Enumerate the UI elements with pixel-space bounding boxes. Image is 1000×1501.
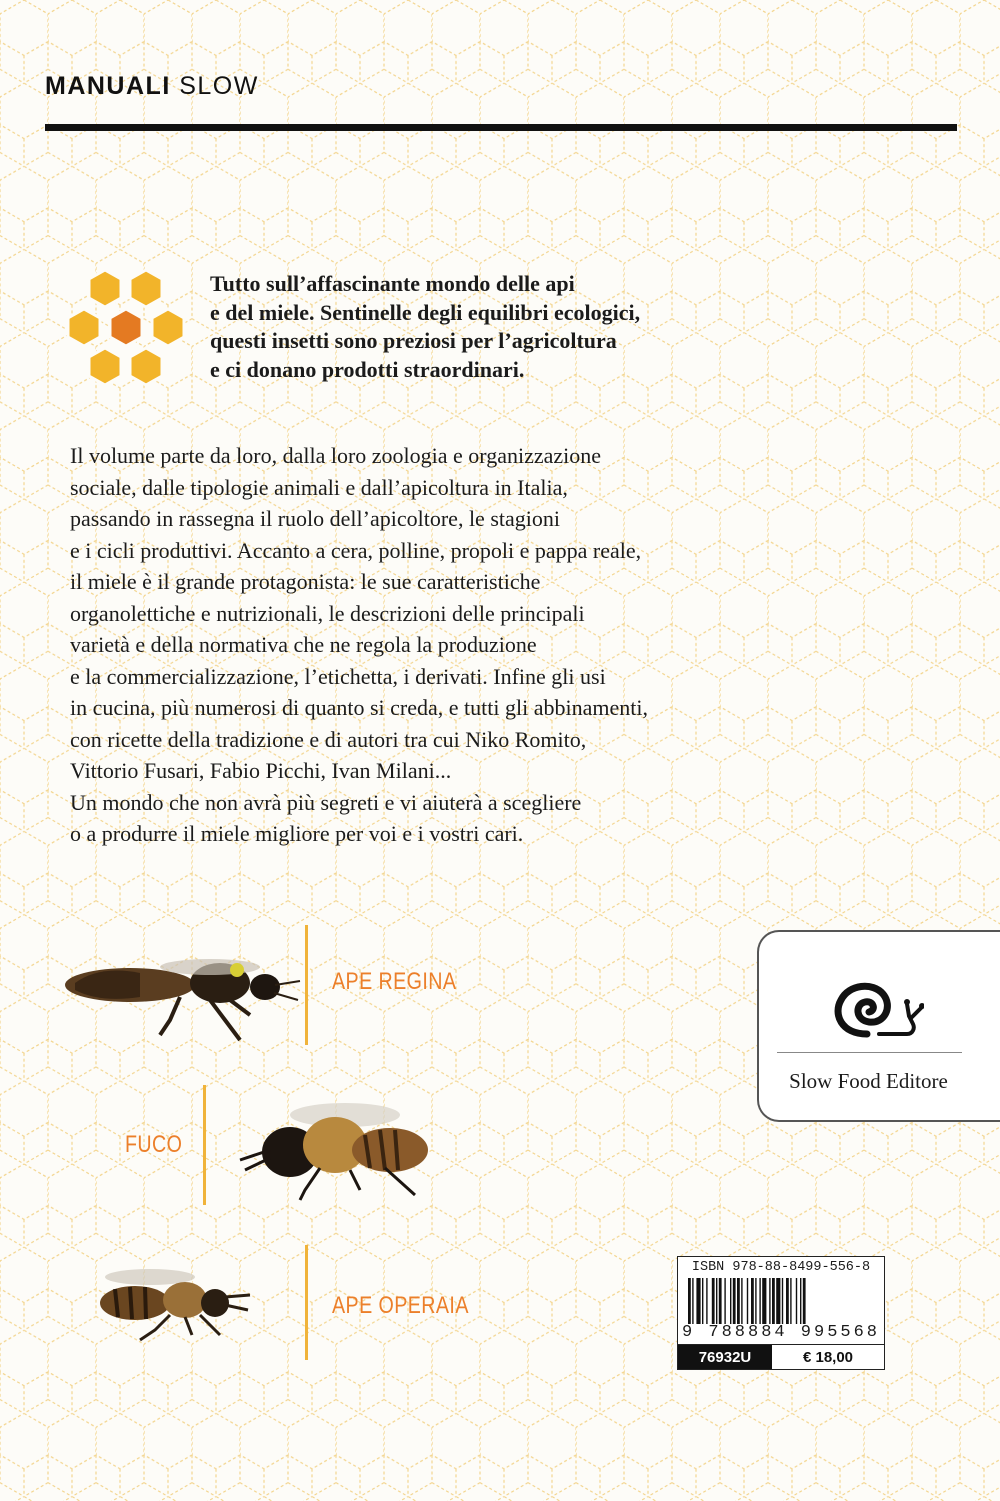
snail-logo-icon [829, 972, 924, 1042]
series-title [45, 72, 259, 101]
intro-line: e del miele. Sentinelle degli equilibri ecologici, [210, 299, 641, 325]
barcode-bar [800, 1278, 801, 1324]
body-line: in cucina, più numerosi di quanto si creda, e tutti gli abbinamenti, [70, 695, 648, 720]
barcode-bar [716, 1278, 717, 1324]
barcode-block [677, 1256, 885, 1370]
body-line: e i cicli produttivi. Accanto a cera, polline, propoli e pappa reale, [70, 537, 642, 563]
body-line: con ricette della tradizione e di autori tra cui Niko Romito, [70, 726, 587, 752]
barcode-bar [737, 1278, 740, 1324]
barcode-bar [769, 1278, 770, 1324]
barcode-bar [782, 1278, 783, 1324]
barcode-bar [772, 1278, 775, 1324]
queen-divider [305, 925, 308, 1045]
barcode-bar [776, 1278, 780, 1324]
body-line: o a produrre il miele migliore per voi e i vostri cari. [70, 821, 524, 846]
barcode-bar [688, 1278, 691, 1324]
body-line: organolettiche e nutrizionali, le descrizioni delle principali [70, 600, 585, 626]
series-title-bold: MANUALI [45, 72, 171, 100]
barcode-bar [719, 1278, 722, 1324]
barcode-bar [724, 1278, 725, 1324]
barcode-bar [702, 1278, 703, 1324]
barcode-bar [790, 1278, 791, 1324]
barcode-bar [692, 1278, 693, 1324]
barcode-bar [747, 1278, 748, 1324]
publisher-name: Slow Food Editore [789, 1069, 948, 1093]
price-strip [678, 1344, 884, 1369]
barcode-bar [803, 1278, 806, 1324]
barcode-bar [712, 1278, 715, 1324]
honeycomb-icon [58, 268, 193, 395]
queen-label: APE REGINA [332, 968, 457, 995]
description-paragraph [70, 440, 770, 850]
queen-bee-icon [60, 945, 305, 1050]
body-line: Vittorio Fusari, Fabio Picchi, Ivan Milani... [70, 758, 452, 783]
barcode-bar [786, 1278, 789, 1324]
intro-paragraph [210, 270, 770, 384]
drone-label: FUCO [125, 1131, 183, 1158]
barcode-bar [762, 1278, 766, 1324]
worker-divider [305, 1245, 308, 1360]
series-title-light: SLOW [179, 72, 259, 100]
publisher-logo-box [757, 930, 1000, 1122]
intro-line: Tutto sull’affascinante mondo delle api [210, 271, 575, 296]
barcode-bar [759, 1278, 760, 1324]
barcode-bar [741, 1278, 742, 1324]
body-line: Il volume parte da loro, dalla loro zoologia e organizzazione [70, 443, 602, 468]
body-line: sociale, dalle tipologie animali e dall’apicoltura in Italia, [70, 474, 568, 500]
barcode-bar [733, 1278, 736, 1324]
barcode-bar [696, 1278, 700, 1324]
body-line: passando in rassegna il ruolo dell’apicoltore, le stagioni [70, 506, 560, 531]
drone-divider [203, 1085, 206, 1205]
intro-line: questi insetti sono preziosi per l’agricoltura [210, 328, 617, 353]
barcode-bars [686, 1278, 876, 1324]
body-line: Un mondo che non avrà più segreti e vi aiuterà a scegliere [70, 789, 582, 815]
body-line: varietà e della normativa che ne regola la produzione [70, 632, 537, 657]
worker-bee-icon [80, 1265, 255, 1345]
barcode-bar [730, 1278, 731, 1324]
publisher-divider [777, 1052, 962, 1053]
header-rule [45, 124, 957, 131]
worker-label: APE OPERAIA [332, 1292, 469, 1319]
body-line: e la commercializzazione, l’etichetta, i derivati. Infine gli usi [70, 663, 606, 689]
barcode-bar [706, 1278, 707, 1324]
intro-line: e ci donano prodotti straordinari. [210, 356, 525, 382]
barcode-bar [751, 1278, 754, 1324]
body-line: il miele è il grande protagonista: le sue caratteristiche [70, 569, 541, 594]
barcode-bar [796, 1278, 797, 1324]
product-code: 76932U [678, 1345, 772, 1369]
price-label: € 18,00 [802, 1348, 854, 1366]
drone-bee-icon [230, 1090, 440, 1205]
barcode-digits: 9 788884 995568 [681, 1323, 881, 1342]
barcode-bar [755, 1278, 756, 1324]
isbn-text: ISBN 978-88-8499-556-8 [691, 1260, 871, 1275]
